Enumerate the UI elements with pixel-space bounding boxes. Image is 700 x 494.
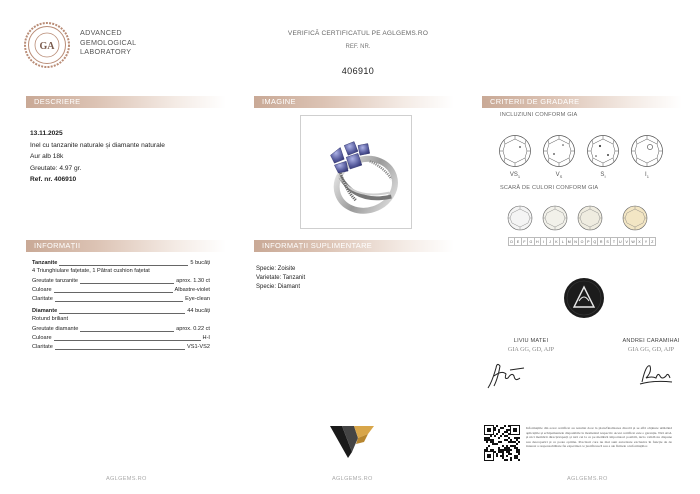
diamonds-detail: Rotund briliant xyxy=(32,316,69,322)
lab-name-line: ADVANCED xyxy=(80,28,122,37)
product-ref: Ref. nr. 406910 xyxy=(30,176,77,184)
species-diamond: Specie: Diamant xyxy=(256,284,301,290)
color-scale-bar xyxy=(508,237,656,246)
signature-name: LIVIU MATEI xyxy=(513,338,549,344)
section-header-grading: CRITERII DE GRADARE xyxy=(482,96,682,108)
color-scale-cell: I xyxy=(541,238,547,245)
clarity-diagram-icon xyxy=(542,134,576,168)
product-title: Inel cu tanzanite naturale și diamante naturale xyxy=(30,141,165,149)
color-scale-cell: K xyxy=(554,238,560,245)
section-header-image: IMAGINE xyxy=(254,96,454,108)
color-scale-cell: N xyxy=(573,238,579,245)
color-scale-cell: X xyxy=(637,238,643,245)
laboratory-seal-icon xyxy=(24,22,70,68)
info-row: Greutate diamante aprox. 0.22 ct xyxy=(32,326,210,332)
diamonds-count: 44 bucăți xyxy=(187,308,210,314)
tanzanite-count: 5 bucăți xyxy=(190,260,210,266)
diamonds-row xyxy=(32,307,210,315)
lab-name-line: LABORATORY xyxy=(80,47,132,56)
color-scale-cell: G xyxy=(528,238,534,245)
color-scale-cell: T xyxy=(611,238,617,245)
color-scale-cell: M xyxy=(567,238,573,245)
ref-number: 406910 xyxy=(341,66,375,76)
color-scale-cell: O xyxy=(579,238,585,245)
color-scale-cell: L xyxy=(560,238,566,245)
signature-icon xyxy=(484,356,528,392)
clarity-title: INCLUZIUNI CONFORM GIA xyxy=(500,112,578,118)
color-scale-cell: J xyxy=(547,238,553,245)
color-scale-cell: Z xyxy=(651,240,654,244)
qr-code-icon[interactable] xyxy=(484,425,520,461)
color-scale-cell: V xyxy=(624,238,630,245)
product-metal: Aur alb 18k xyxy=(30,153,64,161)
signature-name: ANDREI CARAMIHAI xyxy=(622,338,680,344)
color-scale-cell: H xyxy=(535,238,541,245)
info-table xyxy=(32,259,210,359)
color-scale-cell: Q xyxy=(592,238,598,245)
color-swatch-icon xyxy=(621,205,649,231)
footer-website[interactable]: AGLGEMS.RO xyxy=(332,476,373,482)
color-scale-cell: D xyxy=(509,238,515,245)
certificate-date: 13.11.2025 xyxy=(30,130,63,137)
tanzanite-row xyxy=(32,259,210,267)
color-scale-title: SCARĂ DE CULORI CONFORM GIA xyxy=(500,185,599,191)
description-block xyxy=(30,128,165,186)
info-row: Culoare H-I xyxy=(32,335,210,341)
clarity-diagram-icon xyxy=(586,134,620,168)
ref-label: REF. NR. xyxy=(345,44,371,50)
clarity-diagram-icon xyxy=(630,134,664,168)
color-swatch-icon xyxy=(576,205,604,231)
verify-certificate-link[interactable]: VERIFICĂ CERTIFICATUL PE AGLGEMS.RO xyxy=(287,30,429,37)
product-image-frame xyxy=(300,115,412,229)
color-swatch-icon xyxy=(506,205,534,231)
lab-name-line: GEMOLOGICAL xyxy=(80,37,137,47)
laboratory-name xyxy=(80,28,136,57)
info-row: Culoare Albastre-violet xyxy=(32,287,210,293)
color-scale-cell: W xyxy=(631,240,635,244)
footer-website[interactable]: AGLGEMS.RO xyxy=(106,476,147,482)
section-header-supplementary: INFORMAȚII SUPLIMENTARE xyxy=(254,240,454,252)
signature-credentials: GIA GG, GD, AJP xyxy=(507,346,555,353)
info-row: Claritate VS1-VS2 xyxy=(32,344,210,350)
variety-tanzanite: Varietate: Tanzanit xyxy=(256,275,306,281)
color-scale-cell: R xyxy=(598,238,604,245)
section-header-description: DESCRIERE xyxy=(26,96,226,108)
product-weight: Greutate: 4.97 gr. xyxy=(30,164,82,172)
svg-text:GA: GA xyxy=(39,41,55,52)
color-scale-cell: U xyxy=(618,238,624,245)
species-zoisite: Specie: Zoisite xyxy=(256,266,296,272)
info-row: Greutate tanzanite aprox. 1.30 ct xyxy=(32,278,210,284)
section-header-info: INFORMAȚII xyxy=(26,240,226,252)
signature-credentials: GIA GG, GD, AJP xyxy=(627,346,675,353)
signature-icon xyxy=(636,358,676,388)
supplementary-block xyxy=(256,265,305,292)
lab-emblem-icon xyxy=(563,277,605,319)
info-row: Claritate Eye-clean xyxy=(32,296,210,302)
clarity-grade-label: $I_1$ xyxy=(645,172,649,180)
clarity-diagram-icon xyxy=(498,134,532,168)
color-scale-cell: S xyxy=(605,238,611,245)
color-swatch-icon xyxy=(541,205,569,231)
clarity-grade-label: $V_S$ xyxy=(555,172,563,180)
ring-image xyxy=(301,116,411,228)
tanzanite-detail: 4 Triunghiulare fațetate, 1 Pătrat cushion fațetat xyxy=(32,268,150,274)
color-scale-cell: E xyxy=(515,238,521,245)
footer-website[interactable]: AGLGEMS.RO xyxy=(567,476,608,482)
legal-disclaimer: Informațiile din acest certificat au rezultat doar la plata/finalizarea directă și se află obținute utilizând aplicațiile și echipamentele disponibile la momentul respectiv. Acest certificat este o garanție. Nici AGL și nici membrii direcți/experți și nici cei la ce pe membrii importatori posibili, nicio validă nu dispune sau descoperiri și ce poate optime. Precizari care nu mai sunt autorizate exclusive în funcție de de interest a responsabilitate fie expertizei ce justificare/ă sau a ale firmele a informațiilor. xyxy=(526,426,672,449)
diamonds-label: Diamante xyxy=(32,308,58,314)
tanzanite-label: Tanzanite xyxy=(32,260,58,266)
color-scale-cell: P xyxy=(586,238,592,245)
brand-logo-icon xyxy=(328,424,376,460)
clarity-grade-label: $S_I$ xyxy=(600,172,606,180)
color-scale-cell: Y xyxy=(643,238,649,245)
color-scale-cell: F xyxy=(522,238,528,245)
clarity-grade-label: $VS_1$ xyxy=(509,172,521,180)
